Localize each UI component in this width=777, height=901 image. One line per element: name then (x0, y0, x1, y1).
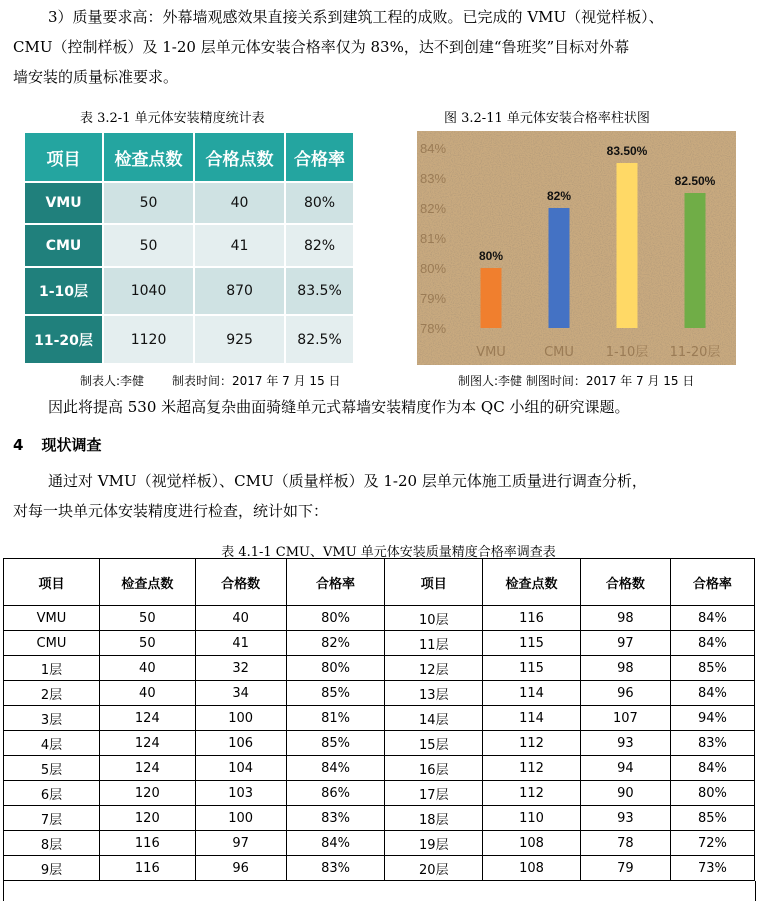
survey-header-cell: 检查点数 (483, 559, 581, 606)
table-row (4, 606, 755, 631)
survey-cell: 81% (286, 706, 385, 731)
x-tick-label: CMU (544, 345, 574, 360)
survey-header-cell: 项目 (4, 559, 100, 606)
survey-cell: 78 (580, 831, 670, 856)
table-row (4, 631, 755, 656)
table-row (4, 681, 755, 706)
survey-cell: 114 (483, 706, 581, 731)
survey-header-cell: 检查点数 (99, 559, 195, 606)
survey-cell: 41 (195, 631, 286, 656)
table-row (24, 315, 354, 364)
y-tick-label: 83% (420, 171, 447, 186)
survey-cell: 97 (195, 831, 286, 856)
survey-cell: 7层 (4, 806, 100, 831)
survey-cell: 72% (670, 831, 754, 856)
survey-cell: 103 (195, 781, 286, 806)
survey-cell: 115 (483, 631, 581, 656)
survey-cell: 124 (99, 731, 195, 756)
survey-header-cell: 项目 (385, 559, 483, 606)
survey-cell: 13层 (385, 681, 483, 706)
survey-cell: 84% (670, 756, 754, 781)
intro-line-2: CMU（控制样板）及 1-20 层单元体安装合格率仅为 83%，达不到创建“鲁班奖”目标对外幕 (13, 38, 630, 56)
stats-cell: CMU (24, 224, 103, 266)
survey-cell: 112 (483, 781, 581, 806)
survey-cell: 120 (99, 806, 195, 831)
bar (549, 208, 570, 328)
survey-cell: 40 (99, 681, 195, 706)
stats-table-caption: 表 3.2-1 单元体安装精度统计表 (80, 111, 265, 126)
table-row (4, 781, 755, 806)
stats-cell: 870 (194, 267, 285, 316)
chart-caption: 图 3.2-11 单元体安装合格率柱状图 (444, 111, 650, 126)
survey-cell: 116 (99, 856, 195, 881)
stats-header-points: 检查点数 (103, 132, 194, 182)
pass-rate-chart (417, 131, 736, 365)
survey-cell: 124 (99, 706, 195, 731)
y-tick-label: 79% (420, 291, 447, 306)
survey-cell: 115 (483, 656, 581, 681)
bar (685, 193, 706, 328)
survey-header-cell: 合格数 (580, 559, 670, 606)
survey-cell: 9层 (4, 856, 100, 881)
survey-cell: 116 (483, 606, 581, 631)
table-row (4, 731, 755, 756)
bar (481, 268, 502, 328)
survey-cell: 112 (483, 731, 581, 756)
survey-cell: 4层 (4, 731, 100, 756)
survey-line-2: 对每一块单元体安装精度进行检查，统计如下： (13, 502, 329, 520)
survey-cell: 84% (670, 681, 754, 706)
survey-cell: 84% (286, 756, 385, 781)
section-heading (13, 434, 101, 455)
survey-cell: 104 (195, 756, 286, 781)
table-row (4, 831, 755, 856)
survey-cell: 97 (580, 631, 670, 656)
survey-cell: 110 (483, 806, 581, 831)
conclusion-text: 因此将提高 530 米超高复杂曲面骑缝单元式幕墙安装精度作为本 QC 小组的研究课题。 (48, 398, 630, 416)
section-number: 4 (13, 436, 24, 454)
survey-cell: 40 (195, 606, 286, 631)
table-row (24, 267, 354, 316)
stats-cell: VMU (24, 182, 103, 224)
survey-cell: 106 (195, 731, 286, 756)
survey-cell: 80% (286, 656, 385, 681)
section-title: 现状调查 (41, 436, 102, 454)
survey-table-caption: 表 4.1-1 CMU、VMU 单元体安装质量精度合格率调查表 (221, 545, 556, 560)
stats-cell: 50 (103, 224, 194, 266)
survey-table (3, 558, 755, 881)
survey-cell: 93 (580, 806, 670, 831)
x-tick-label: 11-20层 (669, 345, 721, 360)
stats-cell: 1120 (103, 315, 194, 364)
survey-cell: CMU (4, 631, 100, 656)
survey-cell: 73% (670, 856, 754, 881)
chart-footer: 制图人:李健 制图时间：2017 年 7 月 15 日 (458, 374, 695, 388)
survey-cell: 108 (483, 856, 581, 881)
survey-cell: 85% (670, 806, 754, 831)
stats-cell: 40 (194, 182, 285, 224)
survey-cell: 2层 (4, 681, 100, 706)
survey-cell: 108 (483, 831, 581, 856)
survey-cell: 94 (580, 756, 670, 781)
y-tick-label: 80% (420, 261, 447, 276)
survey-cell: 16层 (385, 756, 483, 781)
survey-cell: 19层 (385, 831, 483, 856)
data-label: 83.50% (606, 144, 648, 158)
survey-cell: 112 (483, 756, 581, 781)
x-tick-label: VMU (476, 345, 506, 360)
table-row (24, 182, 354, 224)
stats-cell: 82.5% (285, 315, 354, 364)
survey-cell: 5层 (4, 756, 100, 781)
stats-cell: 80% (285, 182, 354, 224)
survey-cell: 85% (286, 731, 385, 756)
survey-cell: 100 (195, 706, 286, 731)
y-tick-label: 84% (420, 141, 447, 156)
table-row (4, 806, 755, 831)
survey-header-cell: 合格率 (670, 559, 754, 606)
survey-cell: 120 (99, 781, 195, 806)
survey-cell: 14层 (385, 706, 483, 731)
survey-cell: 20层 (385, 856, 483, 881)
stats-cell: 83.5% (285, 267, 354, 316)
survey-table-tail (3, 881, 756, 901)
survey-cell: 84% (670, 631, 754, 656)
survey-cell: 40 (99, 656, 195, 681)
stats-cell: 82% (285, 224, 354, 266)
survey-cell: 6层 (4, 781, 100, 806)
survey-cell: 83% (286, 856, 385, 881)
stats-header-item: 项目 (24, 132, 103, 182)
survey-cell: 116 (99, 831, 195, 856)
survey-cell: 86% (286, 781, 385, 806)
survey-cell: 17层 (385, 781, 483, 806)
survey-cell: 94% (670, 706, 754, 731)
data-label: 80% (478, 249, 504, 263)
survey-cell: 80% (670, 781, 754, 806)
survey-cell: 100 (195, 806, 286, 831)
survey-cell: 84% (286, 831, 385, 856)
survey-cell: 10层 (385, 606, 483, 631)
survey-cell: 50 (99, 631, 195, 656)
survey-cell: 107 (580, 706, 670, 731)
bar (617, 163, 638, 328)
survey-cell: 3层 (4, 706, 100, 731)
stats-cell: 50 (103, 182, 194, 224)
stats-table-maker: 制表人:李健 (80, 374, 145, 388)
survey-cell: 1层 (4, 656, 100, 681)
stats-cell: 1-10层 (24, 267, 103, 316)
survey-cell: 34 (195, 681, 286, 706)
table-row (4, 656, 755, 681)
survey-cell: 50 (99, 606, 195, 631)
stats-header-rate: 合格率 (285, 132, 354, 182)
stats-cell: 41 (194, 224, 285, 266)
survey-cell: 15层 (385, 731, 483, 756)
survey-cell: 32 (195, 656, 286, 681)
survey-cell: 82% (286, 631, 385, 656)
y-tick-label: 78% (420, 321, 447, 336)
stats-cell: 11-20层 (24, 315, 103, 364)
stats-cell: 925 (194, 315, 285, 364)
survey-cell: 84% (670, 606, 754, 631)
stats-cell: 1040 (103, 267, 194, 316)
y-tick-label: 82% (420, 201, 447, 216)
survey-cell: 124 (99, 756, 195, 781)
survey-cell: 96 (195, 856, 286, 881)
survey-cell: 83% (286, 806, 385, 831)
survey-cell: 12层 (385, 656, 483, 681)
stats-table (23, 131, 355, 365)
table-row (4, 756, 755, 781)
survey-cell: 83% (670, 731, 754, 756)
survey-header-cell: 合格数 (195, 559, 286, 606)
stats-table-time: 制表时间：2017 年 7 月 15 日 (172, 374, 341, 388)
survey-cell: 98 (580, 606, 670, 631)
survey-cell: 85% (286, 681, 385, 706)
data-label: 82% (546, 189, 572, 203)
table-row (4, 706, 755, 731)
survey-line-1: 通过对 VMU（视觉样板）、CMU（质量样板）及 1-20 层单元体施工质量进行调查分析， (48, 472, 647, 490)
survey-cell: 79 (580, 856, 670, 881)
survey-header-cell: 合格率 (286, 559, 385, 606)
data-label: 82.50% (674, 174, 716, 188)
x-tick-label: 1-10层 (605, 345, 649, 360)
survey-cell: 96 (580, 681, 670, 706)
survey-cell: 80% (286, 606, 385, 631)
survey-cell: 114 (483, 681, 581, 706)
survey-cell: 8层 (4, 831, 100, 856)
intro-paragraph (0, 2, 777, 92)
intro-line-3: 墙安装的质量标准要求。 (13, 68, 179, 86)
survey-cell: 11层 (385, 631, 483, 656)
table-row (4, 856, 755, 881)
chart-svg (417, 131, 736, 365)
stats-header-passed: 合格点数 (194, 132, 285, 182)
survey-cell: 90 (580, 781, 670, 806)
survey-cell: 93 (580, 731, 670, 756)
table-row (24, 224, 354, 266)
survey-cell: 18层 (385, 806, 483, 831)
y-tick-label: 81% (420, 231, 447, 246)
intro-line-1: 3）质量要求高：外幕墙观感效果直接关系到建筑工程的成败。已完成的 VMU（视觉样板）、 (48, 8, 664, 26)
survey-cell: 98 (580, 656, 670, 681)
survey-paragraph (0, 466, 777, 526)
survey-cell: VMU (4, 606, 100, 631)
survey-cell: 85% (670, 656, 754, 681)
